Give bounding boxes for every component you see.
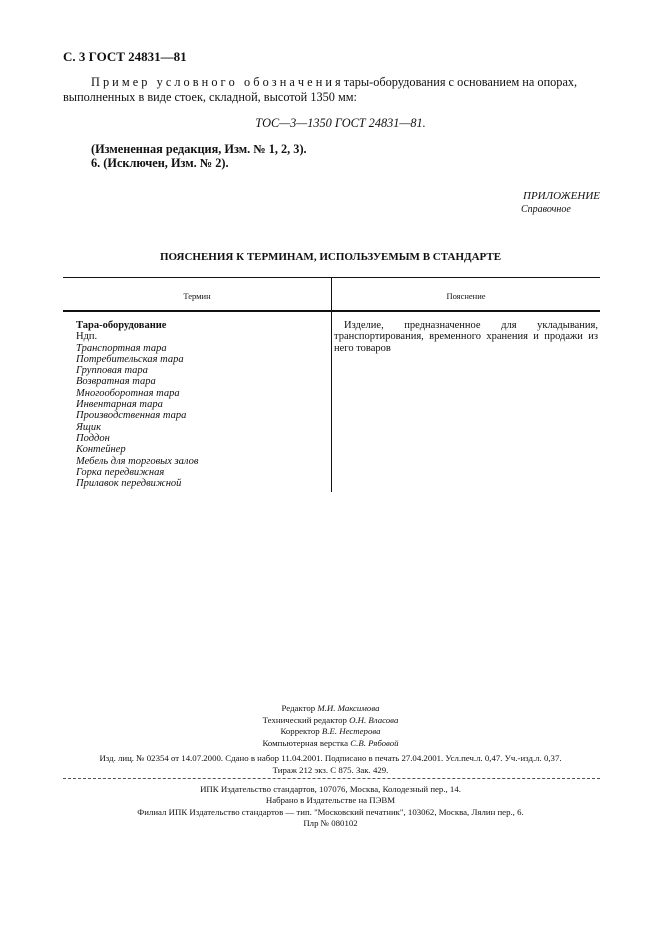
example-text: тары-оборудования с основанием на опорах, [340, 75, 578, 89]
appendix-type: Справочное [521, 204, 571, 215]
circulation-info: Тираж 212 экз. С 875. Зак. 429. [272, 765, 389, 775]
term-ndp: Мебель для торговых залов [76, 455, 199, 467]
term-ndp: Поддон [76, 432, 110, 444]
term-ndp: Ящик [76, 421, 101, 433]
publisher-line: Плр № 080102 [303, 817, 358, 828]
term-ndp: Многооборотная тара [76, 387, 180, 399]
term-ndp: Производственная тара [76, 410, 187, 422]
term-ndp: Контейнер [76, 444, 126, 456]
term-ndp: Групповая тара [76, 365, 148, 377]
term-ndp: Горка передвижная [76, 466, 165, 478]
credit-line [0, 703, 661, 713]
publication-info: Изд. лиц. № 02354 от 14.07.2000. Сдано в набор 11.04.2001. Подписано в печать 27.04.2001. Усл.печ.л. 0,47. Уч.-изд.л. 0,37. [99, 753, 562, 763]
credit-line [0, 726, 661, 736]
credit-name: М.И. Максимова [317, 703, 380, 713]
term-ndp: Возвратная тара [76, 376, 156, 388]
term-explanation: Изделие, предназначенное для укладывания, транспортирования, временного хранения и продажи из него товаров [334, 320, 598, 354]
designation: ТОС—3—1350 ГОСТ 24831—81. [255, 116, 426, 130]
credit-name: В.Е. Нестерова [321, 726, 381, 736]
table-header-term: Термин [183, 291, 211, 301]
term-ndp: Прилавок передвижной [76, 478, 182, 490]
credit-role: Корректор [280, 726, 320, 736]
page-header: С. 3 ГОСТ 24831—81 [63, 49, 187, 64]
table-header-explanation: Пояснение [446, 291, 486, 301]
section-title: ПОЯСНЕНИЯ К ТЕРМИНАМ, ИСПОЛЬЗУЕМЫМ В СТАНДАРТЕ [159, 251, 502, 263]
term-main: Тара-оборудование [76, 320, 167, 331]
term-ndp: Транспортная тара [76, 342, 167, 354]
example-line-2: выполненных в виде стоек, складной, высотой 1350 мм: [63, 90, 357, 104]
credit-role: Компьютерная верстка [262, 737, 349, 748]
credit-line [0, 738, 661, 748]
example-lead: П р и м е р у с л о в н о г о о б о з н а ч е н и я [91, 75, 341, 89]
terms-column [76, 320, 198, 489]
term-ndp: Потребительская тара [76, 353, 184, 365]
publisher-line: ИПК Издательство стандартов, 107076, Москва, Колодезный пер., 14. [200, 784, 461, 794]
credit-role: Технический редактор [262, 714, 347, 725]
term-ndp-label: Ндп. [76, 331, 98, 343]
credit-name: С.В. Рябовой [350, 737, 399, 748]
credit-line [0, 715, 661, 725]
publisher-line: Набрано в Издательстве на ПЭВМ [265, 795, 396, 806]
table-header-rule [63, 310, 600, 312]
excluded-note: 6. (Исключен, Изм. № 2). [91, 156, 229, 170]
credit-name: О.Н. Власова [349, 714, 399, 725]
appendix-label: ПРИЛОЖЕНИЕ [523, 190, 600, 202]
imprint-rule [63, 778, 600, 779]
term-ndp: Инвентарная тара [76, 399, 163, 411]
amendment-note: (Измененная редакция, Изм. № 1, 2, 3). [91, 142, 307, 156]
publisher-line: Филиал ИПК Издательство стандартов — тип. "Московский печатник", 103062, Москва, Лялин пер., 6. [137, 806, 524, 817]
credit-role: Редактор [281, 703, 316, 713]
example-line-1 [91, 75, 577, 90]
